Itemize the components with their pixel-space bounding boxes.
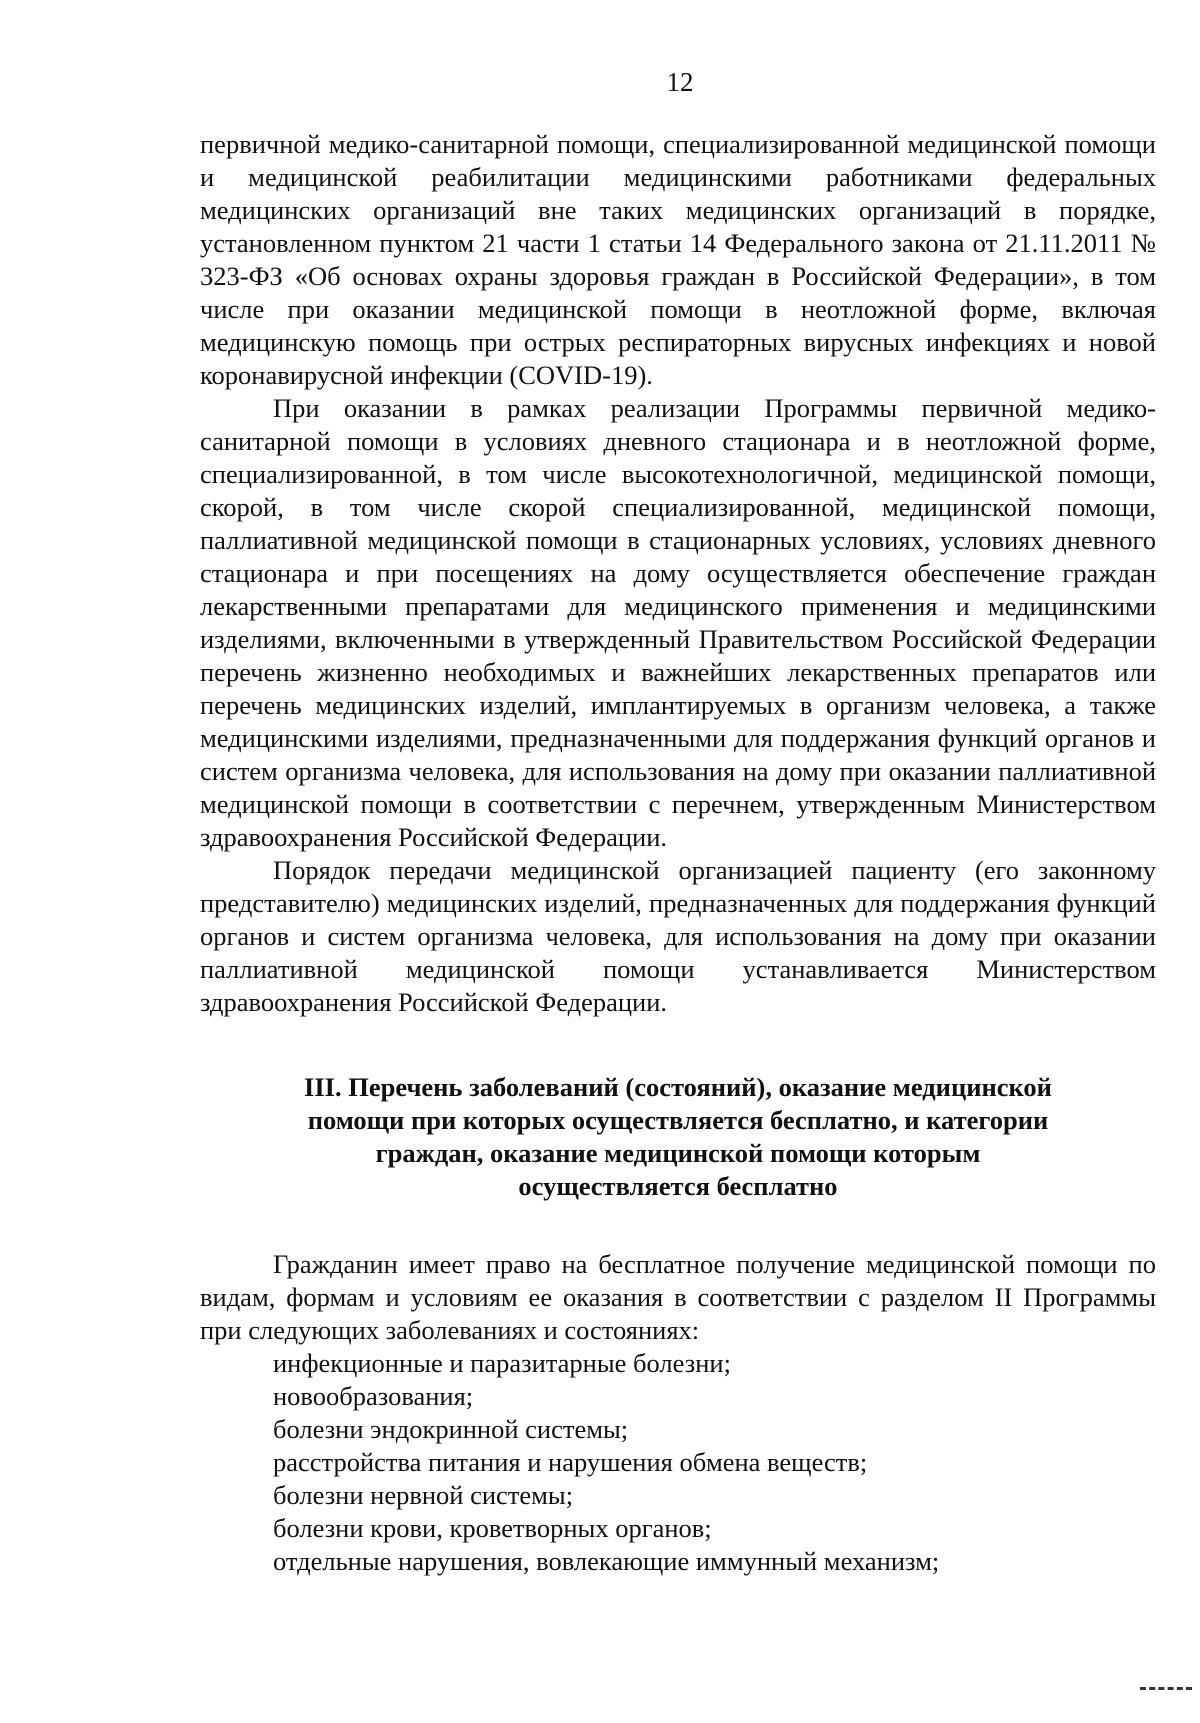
paragraph-continuation: первичной медико-санитарной помощи, специализированной медицинской помощи и медицинской реабилитации медицинскими работниками федеральных медицинских организаций вне таких медицинских организаций в порядке, установленном пунктом 21 части 1 статьи 14 Федерального закона от 21.11.2011 № 323-ФЗ «Об основах охраны здоровья граждан в Российской Федерации», в том числе при оказании медицинской помощи в неотложной форме, включая медицинскую помощь при острых респираторных вирусных инфекциях и новой коронавирусной инфекции (COVID-19).	[200, 129, 1156, 390]
scan-corner-mark	[1140, 1687, 1192, 1693]
list-item: новообразования;	[273, 1381, 474, 1411]
conditions-list	[200, 1347, 1156, 1578]
list-item: инфекционные и паразитарные болезни;	[273, 1348, 731, 1378]
list-item: болезни крови, кроветворных органов;	[273, 1513, 712, 1543]
section-heading-line: граждан, оказание медицинской помощи которым	[375, 1138, 981, 1168]
section-heading-line: III. Перечень заболеваний (состояний), оказание медицинской	[304, 1072, 1052, 1102]
page-number: 12	[666, 67, 694, 97]
list-item: болезни эндокринной системы;	[273, 1414, 629, 1444]
section-intro: Гражданин имеет право на бесплатное получение медицинской помощи по видам, формам и условиям ее оказания в соответствии с разделом II Программы при следующих заболеваниях и состояниях:	[200, 1249, 1156, 1345]
paragraph-device-transfer: Порядок передачи медицинской организацией пациенту (его законному представителю) медицинских изделий, предназначенных для поддержания функций органов и систем организма человека, для использования на дому при оказании паллиативной медицинской помощи устанавливается Министерством здравоохранения Российской Федерации.	[200, 855, 1156, 1017]
section-heading	[200, 1071, 1156, 1203]
list-item: расстройства питания и нарушения обмена веществ;	[273, 1447, 868, 1477]
paragraph-drug-provision: При оказании в рамках реализации Программы первичной медико-санитарной помощи в условиях дневного стационара и в неотложной форме, специализированной, в том числе высокотехнологичной, медицинской помощи, скорой, в том числе скорой специализированной, медицинской помощи, паллиативной медицинской помощи в стационарных условиях, условиях дневного стационара и при посещениях на дому осуществляется обеспечение граждан лекарственными препаратами для медицинского применения и медицинскими изделиями, включенными в утвержденный Правительством Российской Федерации перечень жизненно необходимых и важнейших лекарственных препаратов или перечень медицинских изделий, имплантируемых в организм человека, а также медицинскими изделиями, предназначенными для поддержания функций органов и систем организма человека, для использования на дому при оказании паллиативной медицинской помощи в соответствии с перечнем, утвержденным Министерством здравоохранения Российской Федерации.	[200, 393, 1156, 852]
section-heading-line: осуществляется бесплатно	[518, 1171, 838, 1201]
document-body	[200, 128, 1156, 1578]
list-item: болезни нервной системы;	[273, 1480, 574, 1510]
section-heading-line: помощи при которых осуществляется бесплатно, и категории	[307, 1105, 1049, 1135]
list-item: отдельные нарушения, вовлекающие иммунный механизм;	[273, 1546, 940, 1576]
